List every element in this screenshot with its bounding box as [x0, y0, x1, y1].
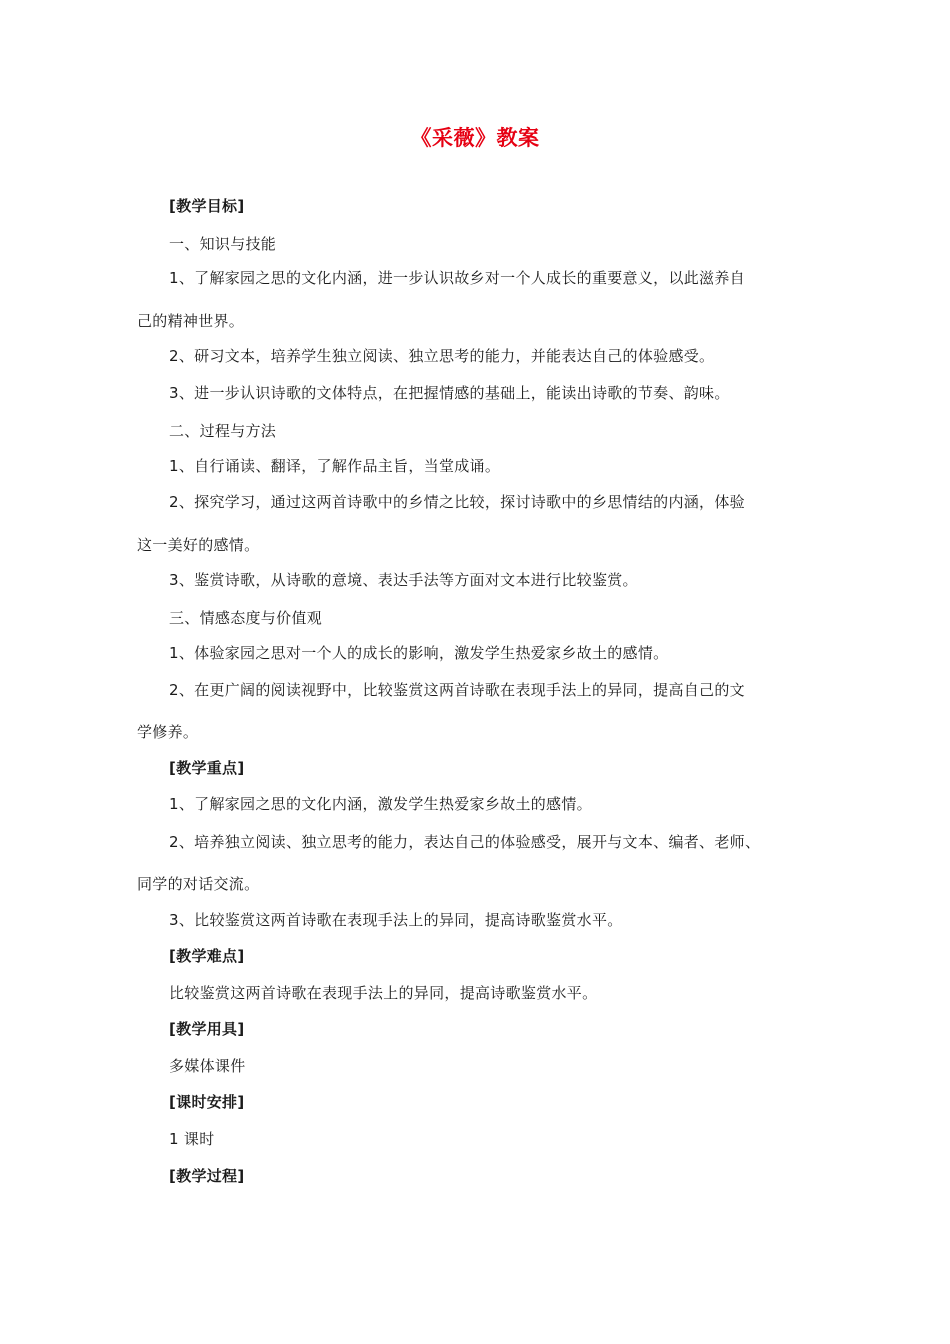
- part2-item1: 1、自行诵读、翻译，了解作品主旨，当堂成诵。: [169, 457, 501, 475]
- key-item2-line2: 同学的对话交流。: [137, 875, 260, 893]
- document-title: 《采薇》教案: [410, 126, 540, 150]
- part2-heading: 二、过程与方法: [169, 422, 277, 440]
- key-heading: [教学重点]: [169, 759, 245, 777]
- tools-heading: [教学用具]: [169, 1020, 245, 1038]
- part1-heading: 一、知识与技能: [169, 235, 277, 253]
- difficult-heading: [教学难点]: [169, 947, 245, 965]
- key-item2-line1: 2、培养独立阅读、独立思考的能力，表达自己的体验感受，展开与文本、编者、老师、: [169, 833, 761, 851]
- part2-item3: 3、鉴赏诗歌，从诗歌的意境、表达手法等方面对文本进行比较鉴赏。: [169, 571, 638, 589]
- part2-item2-line1: 2、探究学习，通过这两首诗歌中的乡情之比较，探讨诗歌中的乡思情结的内涵，体验: [169, 493, 745, 511]
- part1-item1-line2: 己的精神世界。: [137, 312, 245, 330]
- difficult-text: 比较鉴赏这两首诗歌在表现手法上的异同，提高诗歌鉴赏水平。: [169, 984, 598, 1002]
- part1-item3: 3、进一步认识诗歌的文体特点，在把握情感的基础上，能读出诗歌的节奏、韵味。: [169, 384, 730, 402]
- part3-heading: 三、情感态度与价值观: [169, 609, 323, 627]
- schedule-text: 1 课时: [169, 1130, 215, 1148]
- part3-item2-line2: 学修养。: [137, 723, 199, 741]
- tools-text: 多媒体课件: [169, 1057, 246, 1075]
- schedule-heading: [课时安排]: [169, 1093, 245, 1111]
- part3-item2-line1: 2、在更广阔的阅读视野中，比较鉴赏这两首诗歌在表现手法上的异同，提高自己的文: [169, 681, 745, 699]
- part3-item1: 1、体验家园之思对一个人的成长的影响，激发学生热爱家乡故土的感情。: [169, 644, 669, 662]
- goals-heading: [教学目标]: [169, 197, 245, 215]
- key-item1: 1、了解家园之思的文化内涵，激发学生热爱家乡故土的感情。: [169, 795, 592, 813]
- part2-item2-line2: 这一美好的感情。: [137, 536, 260, 554]
- part1-item2: 2、研习文本，培养学生独立阅读、独立思考的能力，并能表达自己的体验感受。: [169, 347, 715, 365]
- process-heading: [教学过程]: [169, 1167, 245, 1185]
- part1-item1-line1: 1、了解家园之思的文化内涵，进一步认识故乡对一个人成长的重要意义，以此滋养自: [169, 269, 745, 287]
- key-item3: 3、比较鉴赏这两首诗歌在表现手法上的异同，提高诗歌鉴赏水平。: [169, 911, 623, 929]
